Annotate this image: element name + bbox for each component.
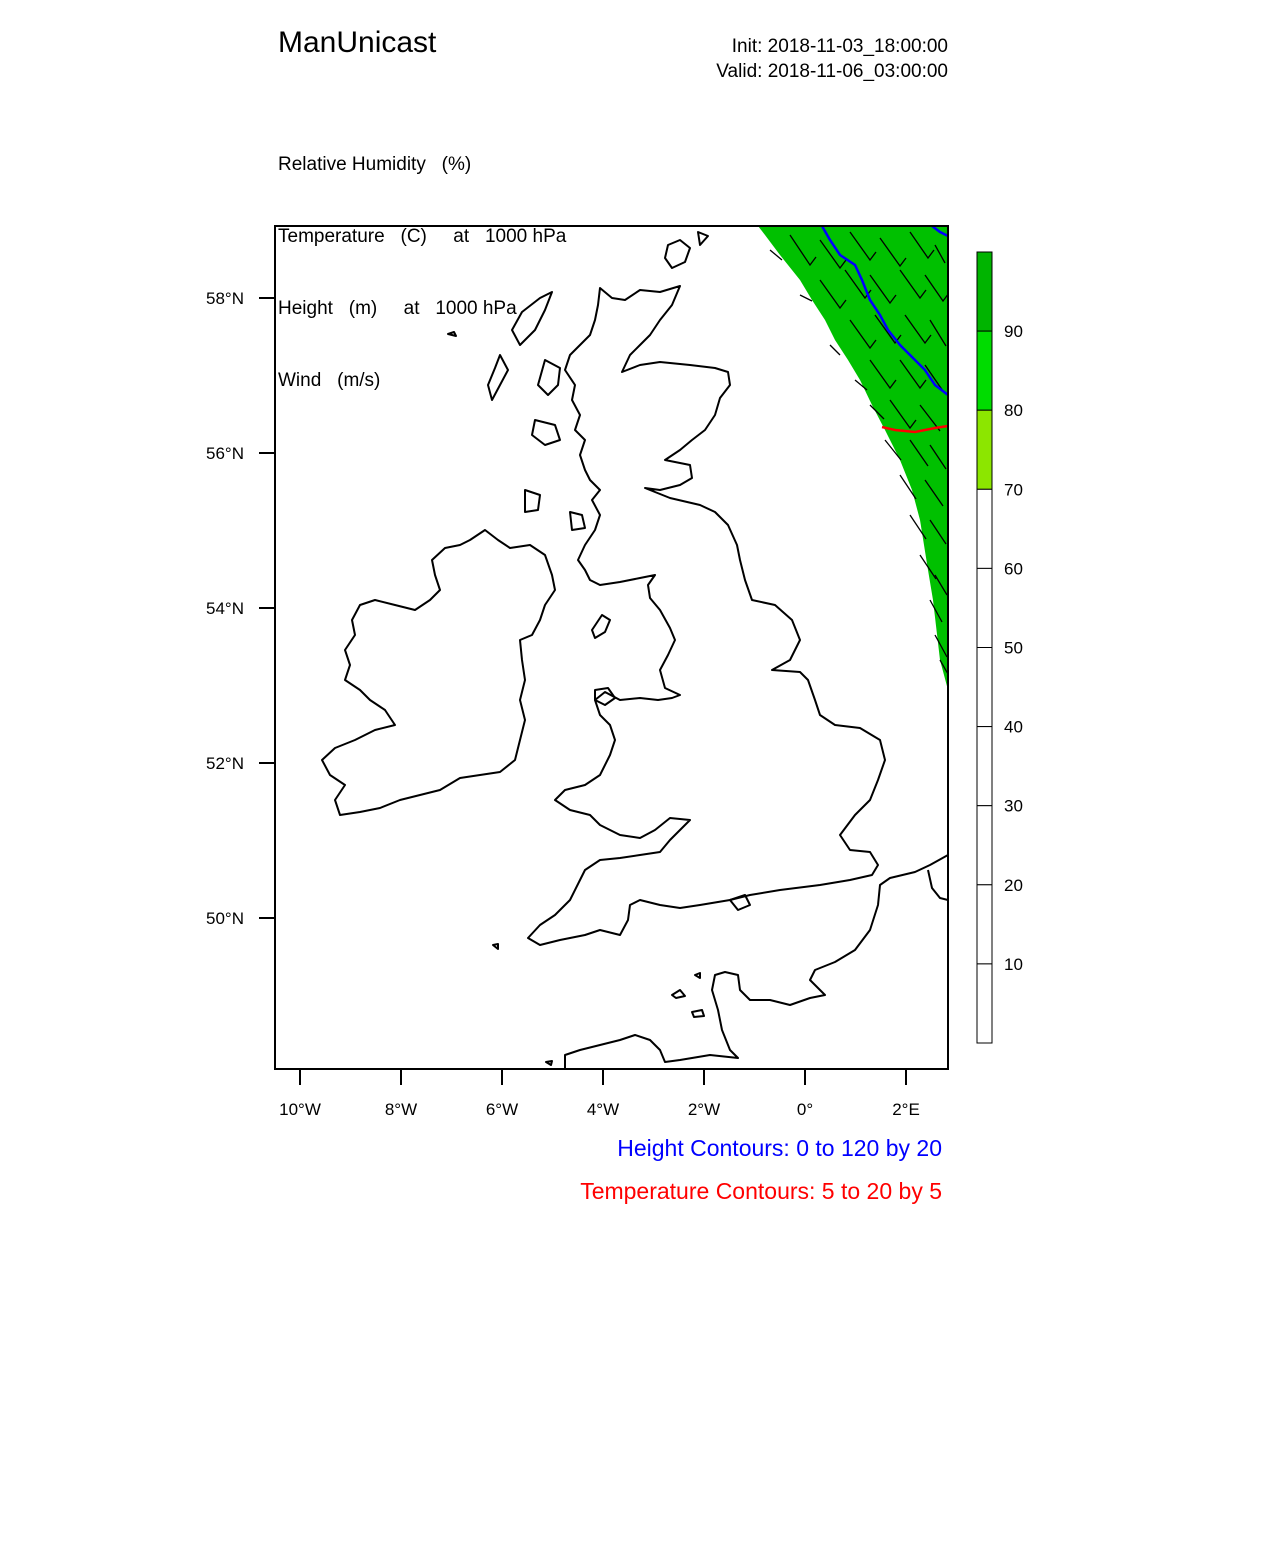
colorbar-label: 20 (1004, 875, 1023, 895)
coastline-isle-of-man (592, 615, 610, 638)
lon-tick-label: 0° (796, 1100, 814, 1119)
colorbar-box (977, 252, 992, 331)
colorbar-box (977, 489, 992, 568)
colorbar-box (977, 331, 992, 410)
colorbar-box (977, 648, 992, 727)
coastline-scilly (493, 944, 498, 949)
colorbar-label: 80 (1004, 401, 1023, 421)
coastline-great-britain (528, 286, 885, 945)
map-plot (322, 226, 949, 1069)
colorbar-label: 90 (1004, 322, 1023, 342)
rh-shaded-region (758, 226, 948, 690)
coastline-france-north (565, 855, 948, 1069)
coastline-ushant (546, 1061, 552, 1065)
colorbar-label: 40 (1004, 717, 1023, 737)
colorbar-box (977, 727, 992, 806)
coastline-isle-of-wight (730, 895, 750, 910)
coastline-hebrides-south (488, 355, 508, 400)
lat-tick-label: 52°N (206, 754, 244, 773)
coastline-jersey (692, 1010, 704, 1017)
lat-tick-label: 58°N (206, 289, 244, 308)
chart-title: ManUnicast (278, 26, 437, 59)
init-time: Init: 2018-11-03_18:00:00 (731, 36, 948, 57)
coastline-arran (570, 512, 585, 530)
coastline-st-kilda (448, 332, 456, 336)
colorbar-box (977, 568, 992, 647)
longitude-axis (279, 1069, 920, 1119)
colorbar-box (977, 885, 992, 964)
colorbar-label: 50 (1004, 638, 1023, 658)
lat-tick-label: 56°N (206, 444, 244, 463)
coastline-alderney (695, 973, 700, 978)
colorbar-box (977, 964, 992, 1043)
lon-tick-label: 4°W (586, 1100, 620, 1119)
field-height: Height (m) at 1000 hPa (278, 298, 517, 319)
coastline-outer-hebrides (512, 292, 552, 345)
colorbar-box (977, 410, 992, 489)
lat-tick-label: 50°N (206, 909, 244, 928)
colorbar-label: 10 (1004, 954, 1023, 974)
coastline-shetland (698, 232, 708, 245)
lon-tick-label: 6°W (485, 1100, 519, 1119)
lon-tick-label: 8°W (384, 1100, 418, 1119)
coastline-france-east (928, 870, 948, 900)
colorbar-box (977, 806, 992, 885)
valid-time: Valid: 2018-11-06_03:00:00 (716, 61, 948, 82)
colorbar-label: 30 (1004, 796, 1023, 816)
coastline-islay (525, 490, 540, 512)
lon-tick-label: 2°E (892, 1100, 920, 1119)
lat-tick-label: 54°N (206, 599, 244, 618)
field-temperature: Temperature (C) at 1000 hPa (278, 226, 567, 247)
lon-tick-label: 10°W (279, 1100, 321, 1119)
field-wind: Wind (m/s) (278, 370, 381, 391)
colorbar (977, 252, 1023, 1043)
coastline-orkney (665, 240, 690, 268)
coastline-mull (532, 420, 560, 445)
coastline-ireland (322, 530, 555, 815)
colorbar-label: 70 (1004, 480, 1023, 500)
coastline-guernsey (672, 990, 685, 998)
temperature-contour-legend: Temperature Contours: 5 to 20 by 5 (580, 1178, 942, 1204)
latitude-axis (206, 289, 275, 928)
height-contour-legend: Height Contours: 0 to 120 by 20 (617, 1135, 942, 1161)
colorbar-label: 60 (1004, 559, 1023, 579)
field-rh: Relative Humidity (%) (278, 154, 472, 175)
coastline-skye (538, 360, 560, 395)
lon-tick-label: 2°W (687, 1100, 721, 1119)
